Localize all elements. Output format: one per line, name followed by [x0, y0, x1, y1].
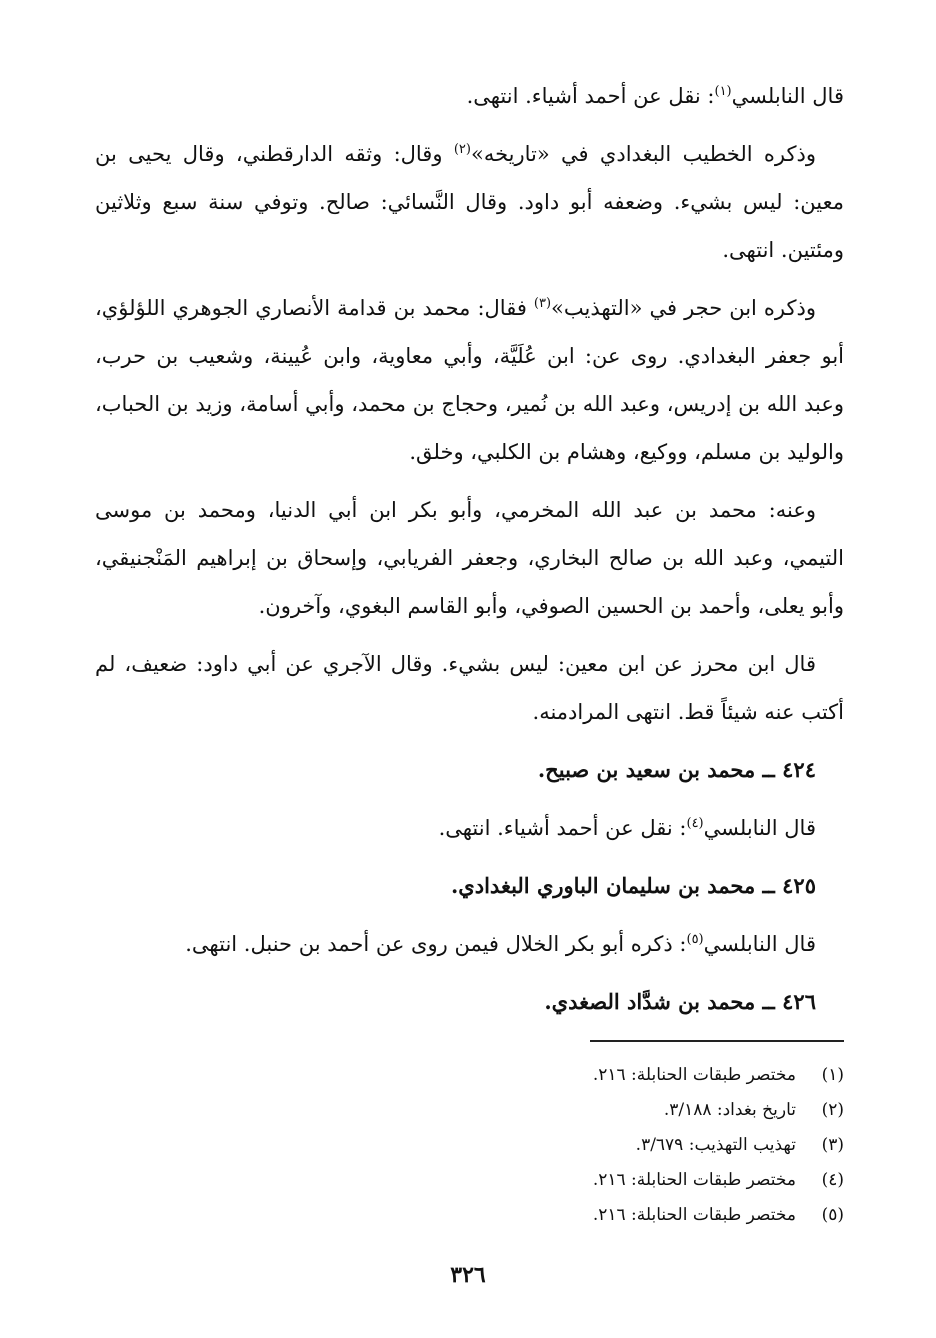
- paragraph-lead: قال النابلسي: [731, 84, 844, 108]
- entry-heading-426: [95, 978, 844, 1026]
- paragraph-lead: وذكره الخطيب البغدادي في «تاريخه»: [470, 142, 816, 166]
- paragraph-students: [95, 486, 844, 630]
- footnote-text: مختصر طبقات الحنابلة: ٢١٦.: [592, 1205, 796, 1225]
- footnote-item: [244, 1093, 844, 1128]
- footnotes: [244, 1058, 844, 1233]
- footnote-number: (٤): [821, 1170, 844, 1190]
- main-text: [95, 72, 844, 1036]
- paragraph-text: : نقل عن أحمد أشياء. انتهى.: [438, 816, 687, 840]
- paragraph-nabulsi-4: [95, 804, 844, 852]
- paragraph-nabulsi-5: [95, 920, 844, 968]
- entry-heading-424: [95, 746, 844, 794]
- entry-dash: ــ: [755, 873, 783, 898]
- footnote-ref-1: (١): [714, 84, 732, 99]
- footnote-number: (١): [821, 1065, 844, 1085]
- paragraph-text: وعنه: محمد بن عبد الله المخرمي، وأبو بكر ابن أبي الدنيا، ومحمد بن موسى التيمي، وعبد الله بن صالح البخاري، وجعفر الفريابي، وإسحاق بن إبراهيم المَنْجنيقي، وأبو يعلى، وأحمد بن الحسين الصوفي، وأبو القاسم البغوي، وآخرون.: [95, 498, 844, 618]
- paragraph-khatib: [95, 130, 844, 274]
- entry-number: ٤٢٦: [782, 989, 816, 1014]
- footnote-number: (٢): [821, 1100, 844, 1120]
- paragraph-text: قال ابن محرز عن ابن معين: ليس بشيء. وقال الآجري عن أبي داود: ضعيف، لم أكتب عنه شيئاً قط. انتهى المرادمنه.: [95, 652, 844, 724]
- footnote-number: (٥): [821, 1205, 844, 1225]
- paragraph-lead: قال النابلسي: [703, 816, 816, 840]
- footnote-number: (٣): [821, 1135, 844, 1155]
- entry-name: محمد بن شدَّاد الصغدي.: [544, 989, 756, 1014]
- entry-dash: ــ: [755, 757, 783, 782]
- footnote-item: [244, 1198, 844, 1233]
- footnote-ref-3: (٣): [533, 296, 552, 311]
- entry-heading-425: [95, 862, 844, 910]
- footnote-text: تاريخ بغداد: ٣/١٨٨.: [663, 1100, 796, 1120]
- entry-number: ٤٢٥: [782, 873, 816, 898]
- footnote-item: [244, 1163, 844, 1198]
- paragraph-text: : نقل عن أحمد أشياء. انتهى.: [466, 84, 715, 108]
- footnote-text: تهذيب التهذيب: ٣/٦٧٩.: [635, 1135, 796, 1155]
- paragraph-text: فقال: محمد بن قدامة الأنصاري الجوهري اللؤلؤي، أبو جعفر البغدادي. روى عن: ابن عُلَيَّة، وأبي معاوية، وابن عُيينة، وشعيب بن حرب، وعبد الله بن إدريس، وعبد الله بن نُمير، وحجاج بن محمد، وأبي أسامة، وزيد بن الحباب، والوليد بن مسلم، ووكيع، وهشام بن الكلبي، وخلق.: [95, 296, 844, 464]
- entry-name: محمد بن سعيد بن صبيح.: [537, 757, 756, 782]
- footnote-text: مختصر طبقات الحنابلة: ٢١٦.: [592, 1065, 796, 1085]
- paragraph-text: وقال: وثقه الدارقطني، وقال يحيى بن معين: ليس بشيء. وضعفه أبو داود. وقال النَّسائي: صالح. وتوفي سنة سبع وثلاثين ومئتين. انتهى.: [95, 142, 844, 262]
- paragraph-ibn-muhriz: [95, 640, 844, 736]
- entry-name: محمد بن سليمان الباوري البغدادي.: [450, 873, 756, 898]
- entry-dash: ــ: [755, 989, 783, 1014]
- footnote-text: مختصر طبقات الحنابلة: ٢١٦.: [592, 1170, 796, 1190]
- paragraph-nabulsi-1: [95, 72, 844, 120]
- footnote-item: [244, 1058, 844, 1093]
- paragraph-ibn-hajar: [95, 284, 844, 476]
- paragraph-lead: قال النابلسي: [703, 932, 816, 956]
- paragraph-lead: وذكره ابن حجر في «التهذيب»: [551, 296, 816, 320]
- footnote-ref-5: (٥): [686, 932, 704, 947]
- footnote-ref-2: (٢): [453, 142, 471, 157]
- footnote-item: [244, 1128, 844, 1163]
- page-number: ٣٢٦: [450, 1262, 486, 1288]
- paragraph-text: : ذكره أبو بكر الخلال فيمن روى عن أحمد بن حنبل. انتهى.: [185, 932, 687, 956]
- footnote-divider: [590, 1040, 844, 1042]
- footnote-ref-4: (٤): [686, 816, 704, 831]
- entry-number: ٤٢٤: [782, 757, 816, 782]
